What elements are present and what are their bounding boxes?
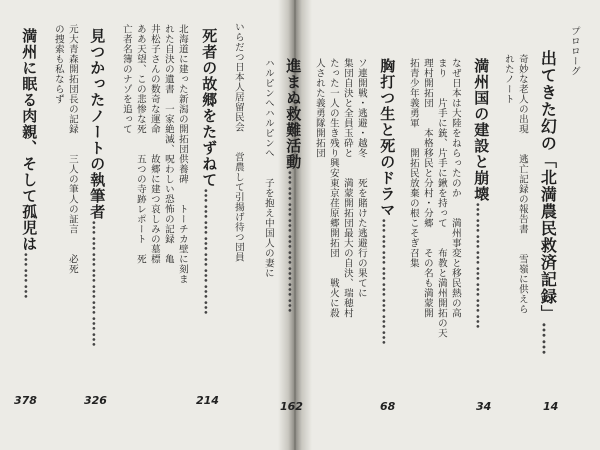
subtitle-line: まり 片手に銃、片手に鍬を持って 布教と満州開拓の天	[435, 58, 447, 338]
subtitle-line: の捜索も私ならず	[52, 24, 64, 104]
subtitle-line: たった一人の生き残り興安東京荏原郷開拓団 戦火に殺	[327, 58, 339, 318]
page-number: 326	[84, 394, 107, 407]
chapter-title: 死者の故郷をたずねて……………………	[200, 28, 219, 316]
chapter-title: 満州に眠る肉親、そして孤児は………	[20, 28, 39, 300]
subtitle-line: 集団自決と全員玉砕と 満蒙開拓団最大の自決、瑞穂村	[341, 58, 353, 318]
subtitle-line: 元大青森開拓団長の記録 三人の筆人の証言 必死	[66, 24, 78, 274]
chapter-title: 満州国の建設と崩壊……………………	[472, 58, 491, 330]
subtitle-line: ハルピンへハルピンへ 子を抱え中国人の妻に	[262, 58, 274, 278]
subtitle-line: なぜ日本は大陸をねらったのか 満州事変と移民熱の高	[449, 58, 461, 318]
page-number: 14	[543, 400, 559, 413]
subtitle-line: れたノート	[502, 54, 514, 104]
subtitle-line: れた自決の遺書 一家絶滅、呪わしい恐怖の記録 亀	[162, 24, 174, 264]
subtitle-line: 拓青少年義勇軍 開拓民放棄の根こそぎ召集	[407, 58, 419, 268]
page-number: 68	[380, 400, 396, 413]
page-number: 34	[476, 400, 492, 413]
chapter-title: 出てきた幻の「北満農民救済記録」……	[538, 50, 558, 356]
subtitle-line: ああ天望、この悲惨な死 五つの寺跡レポート 死	[134, 24, 146, 264]
subtitle-line: いらだつ日本人居留民会 営農して引揚げ待つ団員	[232, 22, 244, 262]
subtitle-line: 井松子さんの数奇な運命 故郷に建つ哀しみの墓標	[148, 24, 160, 264]
page-number: 378	[14, 394, 37, 407]
subtitle-line: ソ連開戦・逃避・越冬 死を賭けた逃避行の果てに	[355, 58, 367, 298]
chapter-title: 進まぬ救難活動………………………	[284, 58, 303, 314]
prologue-label: プロローグ	[568, 26, 580, 76]
chapter-title: 見つかったノートの執筆者……………………	[88, 28, 107, 348]
page-number: 162	[280, 400, 303, 413]
subtitle-line: 奇妙な老人の出現 逃亡記録の報告書 雪嶺に供えら	[516, 54, 528, 314]
chapter-title: 胸打つ生と死のドラマ……………………	[378, 58, 397, 346]
subtitle-line: 理村開拓団 本格移民と分村・分郷 その名も満蒙開	[421, 58, 433, 318]
page-number: 214	[196, 394, 219, 407]
subtitle-line: 亡者名簿のナゾを追って	[120, 24, 132, 134]
subtitle-line: 人された義勇隊開拓団	[313, 58, 325, 158]
subtitle-line: 北海道に建った新潟の開拓団供養碑 トーチカ壁に刻ま	[176, 24, 188, 284]
